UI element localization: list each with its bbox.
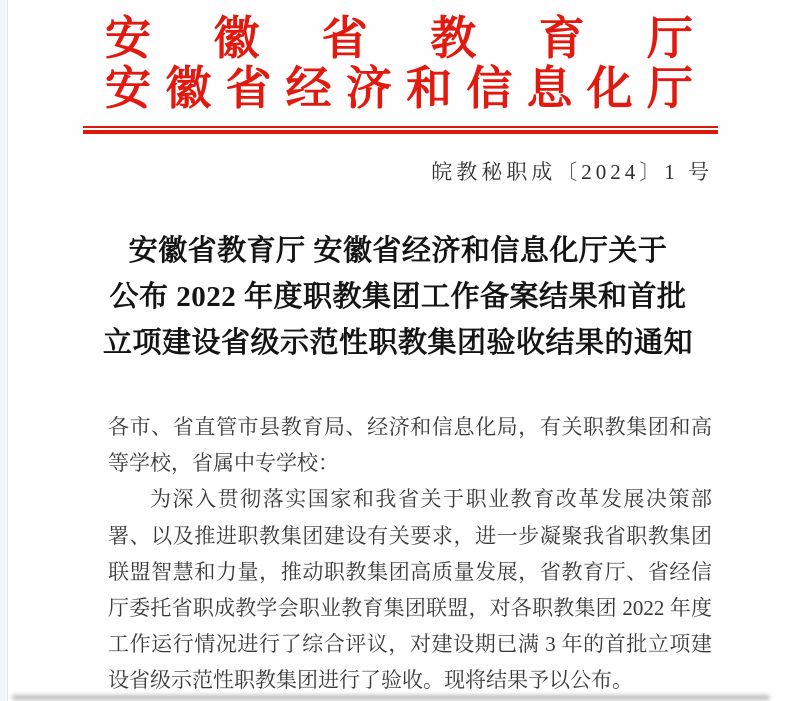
letterhead-agency-1: 安徽省教育厅 <box>105 13 693 64</box>
document-body <box>108 409 712 699</box>
paragraph-line: 厅委托省职成教学会职业教育集团联盟，对各职教集团 2022 年度 <box>108 595 712 620</box>
paragraph-line: 设省级示范性职教集团进行了验收。现将结果予以公布。 <box>108 668 633 693</box>
document-title-line-3: 立项建设省级示范性职教集团验收结果的通知 <box>102 327 693 359</box>
paragraph-line: 为深入贯彻落实国家和我省关于职业教育改革发展决策部 <box>150 487 712 512</box>
red-divider-thin-line <box>83 126 718 128</box>
salutation-line: 等学校，省属中专学校： <box>108 451 339 476</box>
paragraph-line: 工作运行情况进行了综合评议，对建设期已满 3 年的首批立项建 <box>108 632 712 657</box>
letterhead-agency-2: 安徽省经济和信息化厅 <box>105 63 693 114</box>
red-divider-rule <box>83 126 718 134</box>
red-divider-thick-line <box>83 130 718 134</box>
document-title-line-2: 公布 2022 年度职教集团工作备案结果和首批 <box>109 281 687 313</box>
document-title <box>0 228 796 366</box>
paragraph-line: 署、以及推进职教集团建设有关要求，进一步凝聚我省职教集团 <box>108 523 712 548</box>
document-number: 皖教秘职成〔2024〕1 号 <box>431 160 713 184</box>
paragraph-line: 联盟智慧和力量，推动职教集团高质量发展，省教育厅、省经信 <box>108 559 712 584</box>
document-title-line-1: 安徽省教育厅 安徽省经济和信息化厅关于 <box>128 235 668 267</box>
scan-bottom-cutoff-artifact <box>12 695 770 700</box>
salutation-line: 各市、省直管市县教育局、经济和信息化局，有关职教集团和高 <box>108 415 712 439</box>
